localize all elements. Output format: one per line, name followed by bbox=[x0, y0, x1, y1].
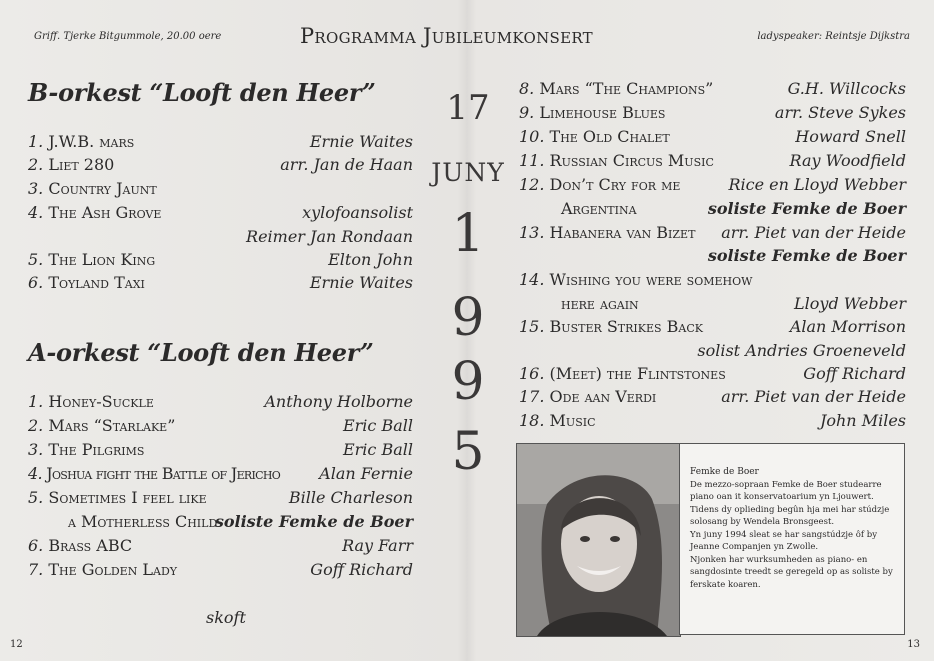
program-row: 18. Music John Miles bbox=[519, 411, 906, 430]
program-row: 6. Toyland Taxi Ernie Waites bbox=[28, 273, 413, 292]
year-digit: 5 bbox=[451, 422, 485, 482]
page-number-left: 12 bbox=[10, 639, 23, 650]
program-row: 11. Russian Circus Music Ray Woodfield bbox=[519, 151, 906, 170]
program-row: 8. Mars “The Champions” G.H. Willcocks bbox=[519, 79, 906, 98]
program-row: 3. Country Jaunt bbox=[28, 179, 157, 198]
year-digit: 9 bbox=[451, 288, 485, 348]
program-row: a Motherless Child soliste Femke de Boer bbox=[68, 512, 413, 531]
program-row: 1. J.W.B. mars Ernie Waites bbox=[28, 132, 413, 151]
program-row: 10. The Old Chalet Howard Snell bbox=[519, 127, 906, 146]
program-row: 14. Wishing you were somehow bbox=[519, 270, 753, 289]
program-row: 4. The Ash Grove xylofoansolist bbox=[28, 203, 413, 222]
program-row: 16. (Meet) the Flintstones Goff Richard bbox=[519, 364, 906, 383]
program-row: 12. Don’t Cry for me Rice en Lloyd Webber bbox=[519, 175, 906, 194]
a-orkest-heading: A-orkest “Looft den Heer” bbox=[28, 338, 374, 367]
program-row: 17. Ode aan Verdi arr. Piet van der Heide bbox=[519, 387, 906, 406]
program-row: 4. Joshua fight the Battle of Jericho Alan Fernie bbox=[28, 464, 413, 483]
bio-paragraph: Tidens dy oplieding begûn hja mei har stúdzje solosang by Wendela Bronsgeest. bbox=[690, 504, 890, 527]
program-row: 1. Honey-Suckle Anthony Holborne bbox=[28, 392, 413, 411]
concert-date bbox=[418, 0, 518, 661]
program-row: 7. The Golden Lady Goff Richard bbox=[28, 560, 413, 579]
program-row: here again Lloyd Webber bbox=[561, 294, 906, 313]
program-row: 9. Limehouse Blues arr. Steve Sykes bbox=[519, 103, 906, 122]
program-row: 3. The Pilgrims Eric Ball bbox=[28, 440, 413, 459]
program-row: 15. Buster Strikes Back Alan Morrison bbox=[519, 317, 906, 336]
b-orkest-heading: B-orkest “Looft den Heer” bbox=[28, 78, 376, 107]
bio-name: Femke de Boer bbox=[690, 467, 759, 477]
page-number-right: 13 bbox=[907, 639, 920, 650]
program-row: soliste Femke de Boer bbox=[707, 246, 906, 265]
program-row: 5. Sometimes I feel like Bille Charleson bbox=[28, 488, 413, 507]
bio-paragraph: De mezzo-sopraan Femke de Boer studearre piano oan it konservatoarium yn Ljouwert. bbox=[690, 479, 882, 502]
ladyspeaker-note: ladyspeaker: Reintsje Dijkstra bbox=[757, 31, 910, 42]
program-row: 6. Brass ABC Ray Farr bbox=[28, 536, 413, 555]
program-row: 13. Habanera van Bizet arr. Piet van der Heide bbox=[519, 223, 906, 242]
soloist-bio bbox=[679, 443, 905, 635]
intermission-label: skoft bbox=[206, 608, 246, 627]
soloist-photo bbox=[516, 443, 681, 637]
year-digit: 1 bbox=[451, 204, 485, 264]
program-row: solist Andries Groeneveld bbox=[697, 341, 906, 360]
date-day: 17 bbox=[446, 88, 490, 128]
program-row: Argentina soliste Femke de Boer bbox=[561, 199, 906, 218]
bio-paragraph: Njonken har wurksumheden as piano- en sangdosinte treedt se geregeld op as soliste by ferskate koaren. bbox=[690, 554, 893, 590]
year-digit: 9 bbox=[451, 352, 485, 412]
program-row: 5. The Lion King Elton John bbox=[28, 250, 413, 269]
page-title: Programma Jubileumkonsert bbox=[300, 24, 593, 48]
program-row: Reimer Jan Rondaan bbox=[246, 227, 413, 246]
bio-paragraph: Yn juny 1994 sleat se har sangstúdzje ôf by Jeanne Companjen yn Zwolle. bbox=[690, 529, 877, 552]
date-month: JUNY bbox=[431, 158, 505, 187]
program-row: 2. Liet 280 arr. Jan de Haan bbox=[28, 155, 413, 174]
location-note: Griff. Tjerke Bitgummole, 20.00 oere bbox=[34, 31, 222, 42]
program-row: 2. Mars “Starlake” Eric Ball bbox=[28, 416, 413, 435]
portrait-illustration bbox=[517, 444, 680, 636]
